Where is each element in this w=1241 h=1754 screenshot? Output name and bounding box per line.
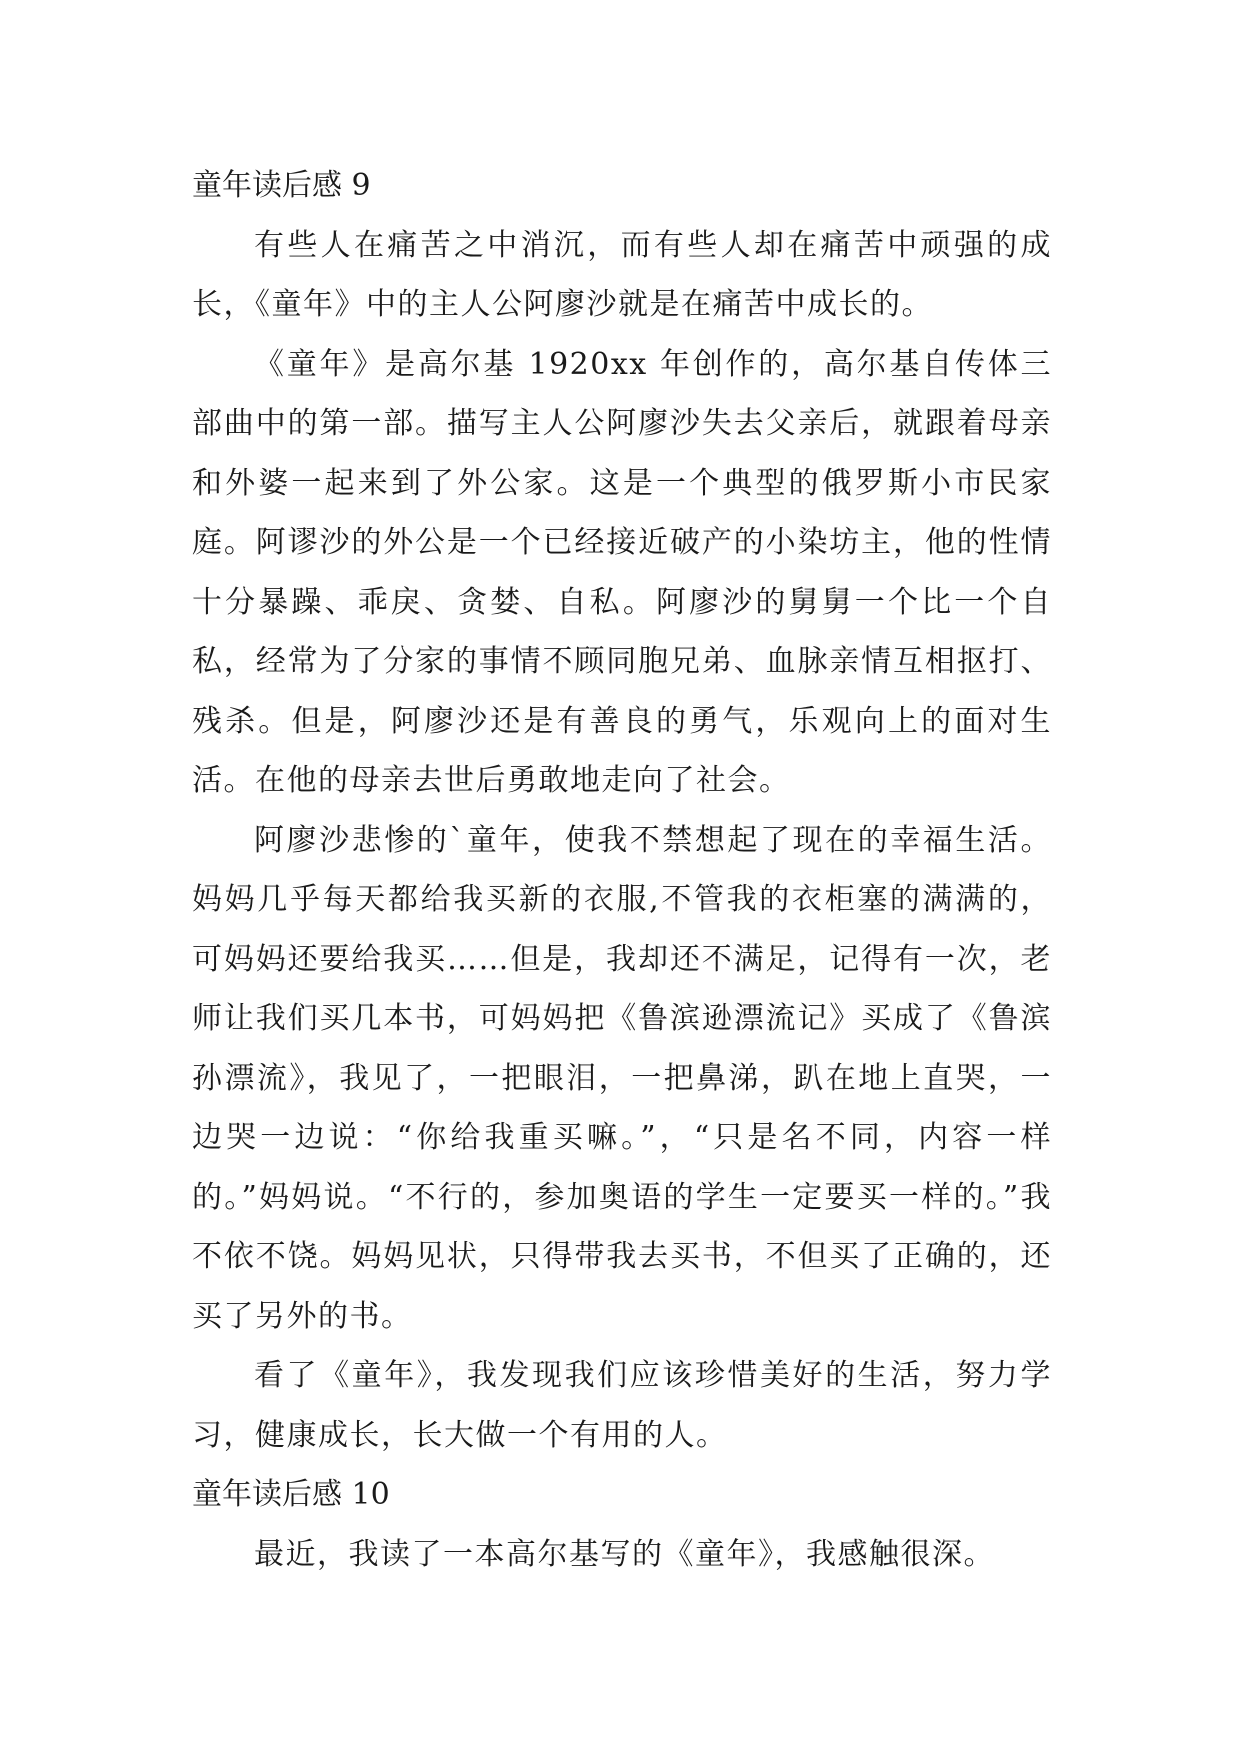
section-heading: 童年读后感 10 <box>192 1477 390 1512</box>
paragraph: 有些人在痛苦之中消沉，而有些人却在痛苦中顽强的成长，《童年》中的主人公阿廖沙就是在痛苦中成长的。 <box>192 227 1052 322</box>
paragraph: 看了《童年》，我发现我们应该珍惜美好的生活，努力学习，健康成长，长大做一个有用的人。 <box>192 1358 1052 1453</box>
paragraph: 《童年》是高尔基 1920xx 年创作的，高尔基自传体三部曲中的第一部。描写主人公阿廖沙失去父亲后，就跟着母亲和外婆一起来到了外公家。这是一个典型的俄罗斯小市民家庭。阿谬沙的外公是一个已经接近破产的小染坊主，他的性情十分暴躁、乖戾、贪婪、自私。阿廖沙的舅舅一个比一个自私，经常为了分家的事情不顾同胞兄弟、血脉亲情互相抠打、残杀。但是，阿廖沙还是有善良的勇气，乐观向上的面对生活。在他的母亲去世后勇敢地走向了社会。 <box>192 346 1052 798</box>
document-body <box>192 156 1052 1584</box>
section-heading: 童年读后感 9 <box>192 168 371 203</box>
paragraph: 最近，我读了一本高尔基写的《童年》，我感触很深。 <box>254 1536 995 1572</box>
paragraph: 阿廖沙悲惨的`童年，使我不禁想起了现在的幸福生活。妈妈几乎每天都给我买新的衣服,不管我的衣柜塞的满满的，可妈妈还要给我买……但是，我却还不满足，记得有一次，老师让我们买几本书，可妈妈把《鲁滨逊漂流记》买成了《鲁滨孙漂流》，我见了，一把眼泪，一把鼻涕，趴在地上直哭，一边哭一边说：“你给我重买嘛。”，“只是名不同，内容一样的。”妈妈说。“不行的，参加奥语的学生一定要买一样的。”我不依不饶。妈妈见状，只得带我去买书，不但买了正确的，还买了另外的书。 <box>192 822 1052 1334</box>
